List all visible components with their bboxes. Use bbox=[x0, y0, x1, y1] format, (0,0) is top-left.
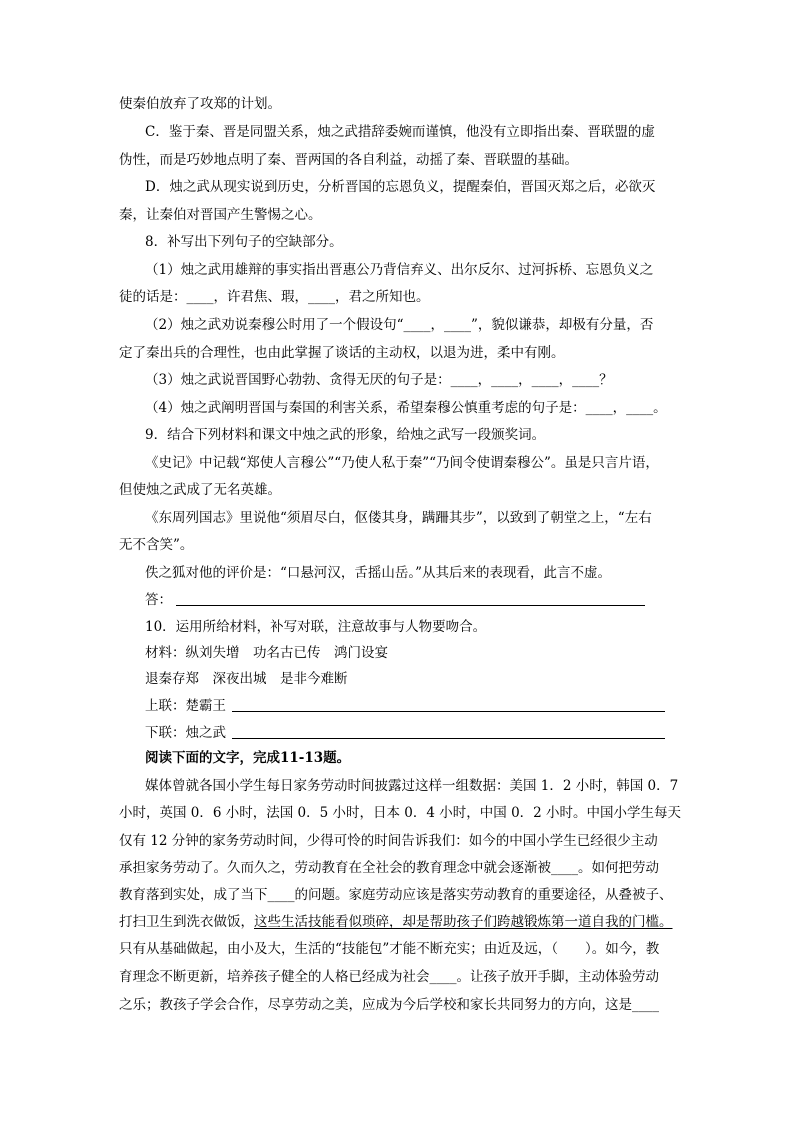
passage-line: 仅有 12 分钟的家务劳动时间，少得可怜的时间告诉我们：如今的中国小学生已经很少主动 bbox=[119, 833, 658, 849]
q8-item-3: （3）烛之武说晋国野心勃勃、贪得无厌的句子是：____，____，____，____？ bbox=[145, 372, 613, 388]
question-8-heading: 8．补写出下列句子的空缺部分。 bbox=[145, 234, 343, 250]
material-line: 《东周列国志》里说他“须眉尽白，伛偻其身，蹒跚其步”，以致到了朝堂之上，“左右 bbox=[145, 510, 652, 526]
underlined-sentence: 这些生活技能看似琐碎，却是帮助孩子们跨越锻炼第一道自我的门槛。 bbox=[254, 914, 673, 930]
q8-item-4: （4）烛之武阐明晋国与秦国的利害关系，希望秦穆公慎重考虑的句子是：____，____。 bbox=[145, 400, 667, 416]
passage-line: 小时，英国 0．6 小时，法国 0．5 小时，日本 0．4 小时，中国 0．2 小时。中国小学生每天 bbox=[119, 805, 682, 821]
couplet-upper-label: 上联：楚霸王 bbox=[145, 698, 226, 714]
option-d-line: D．烛之武从现实说到历史，分析晋国的忘恩负义，提醒秦伯，晋国灭郑之后，必欲灭 bbox=[145, 179, 656, 195]
passage-text: 打扫卫生到洗衣做饭， bbox=[119, 914, 254, 930]
couplet-lower-label: 下联：烛之武 bbox=[145, 725, 226, 741]
q8-item-2: （2）烛之武劝说秦穆公时用了一个假设句“____，____”，貌似谦恭，却极有分量，否 bbox=[145, 317, 654, 333]
answer-label: 答： bbox=[145, 592, 172, 608]
text-line: 定了秦出兵的合理性，也由此掌握了谈话的主动权，以退为进，柔中有刚。 bbox=[119, 345, 565, 361]
couplet-lower-blank bbox=[232, 738, 665, 739]
question-9-heading: 9．结合下列材料和课文中烛之武的形象，给烛之武写一段颁奖词。 bbox=[145, 427, 546, 443]
text-line: 秦，让秦伯对晋国产生警惕之心。 bbox=[119, 207, 322, 223]
material-line: 《史记》中记载“郑使人言穆公”“乃使人私于秦”“乃间令使谓秦穆公”。虽是只言片语， bbox=[145, 455, 659, 471]
passage-line: 只有从基础做起，由小及大，生活的“技能包”才能不断充实；由近及远，（ ）。如今，教 bbox=[119, 941, 660, 957]
text-line: 徒的话是：____，许君焦、瑕，____，君之所知也。 bbox=[119, 289, 430, 305]
passage-line: 承担家务劳动了。久而久之，劳动教育在全社会的教育理念中就会逐渐被____。如何把劳动 bbox=[119, 860, 659, 876]
passage-line: 媒体曾就各国小学生每日家务劳动时间披露过这样一组数据：美国 1．2 小时，韩国 0．7 bbox=[145, 778, 679, 794]
question-10-heading: 10．运用所给材料，补写对联，注意故事与人物要吻合。 bbox=[145, 619, 487, 635]
q8-item-1: （1）烛之武用雄辩的事实指出晋惠公乃背信弃义、出尔反尔、过河拆桥、忘恩负义之 bbox=[145, 262, 654, 278]
passage-line: 之乐；教孩子学会合作，尽享劳动之美，应成为今后学校和家长共同努力的方向，这是____ bbox=[119, 997, 659, 1013]
passage-line bbox=[119, 912, 673, 932]
passage-line: 教育落到实处，成了当下____的问题。家庭劳动应该是落实劳动教育的重要途径，从叠被子、 bbox=[119, 887, 673, 903]
answer-blank-line bbox=[176, 605, 645, 606]
passage-line: 育理念不断更新，培养孩子健全的人格已经成为社会____。让孩子放开手脚，主动体验劳动 bbox=[119, 969, 659, 985]
couplet-material-line: 退秦存郑 深夜出城 是非今难断 bbox=[145, 671, 348, 687]
couplet-material-line: 材料：纵刘失增 功名古已传 鸿门设宴 bbox=[145, 645, 388, 661]
couplet-upper-blank bbox=[232, 711, 665, 712]
text-line: 无不含笑”。 bbox=[119, 537, 194, 553]
option-c-line: C．鉴于秦、晋是同盟关系，烛之武措辞委婉而谨慎，他没有立即指出秦、晋联盟的虚 bbox=[145, 124, 655, 140]
reading-section-heading: 阅读下面的文字，完成11-13题。 bbox=[145, 750, 351, 766]
text-line: 但使烛之武成了无名英雄。 bbox=[119, 482, 281, 498]
material-line: 佚之狐对他的评价是：“口悬河汉，舌摇山岳。”从其后来的表现看，此言不虚。 bbox=[145, 565, 612, 581]
text-line: 使秦伯放弃了攻郑的计划。 bbox=[119, 96, 281, 112]
text-line: 伪性，而是巧妙地点明了秦、晋两国的各自利益，动摇了秦、晋联盟的基础。 bbox=[119, 152, 578, 168]
